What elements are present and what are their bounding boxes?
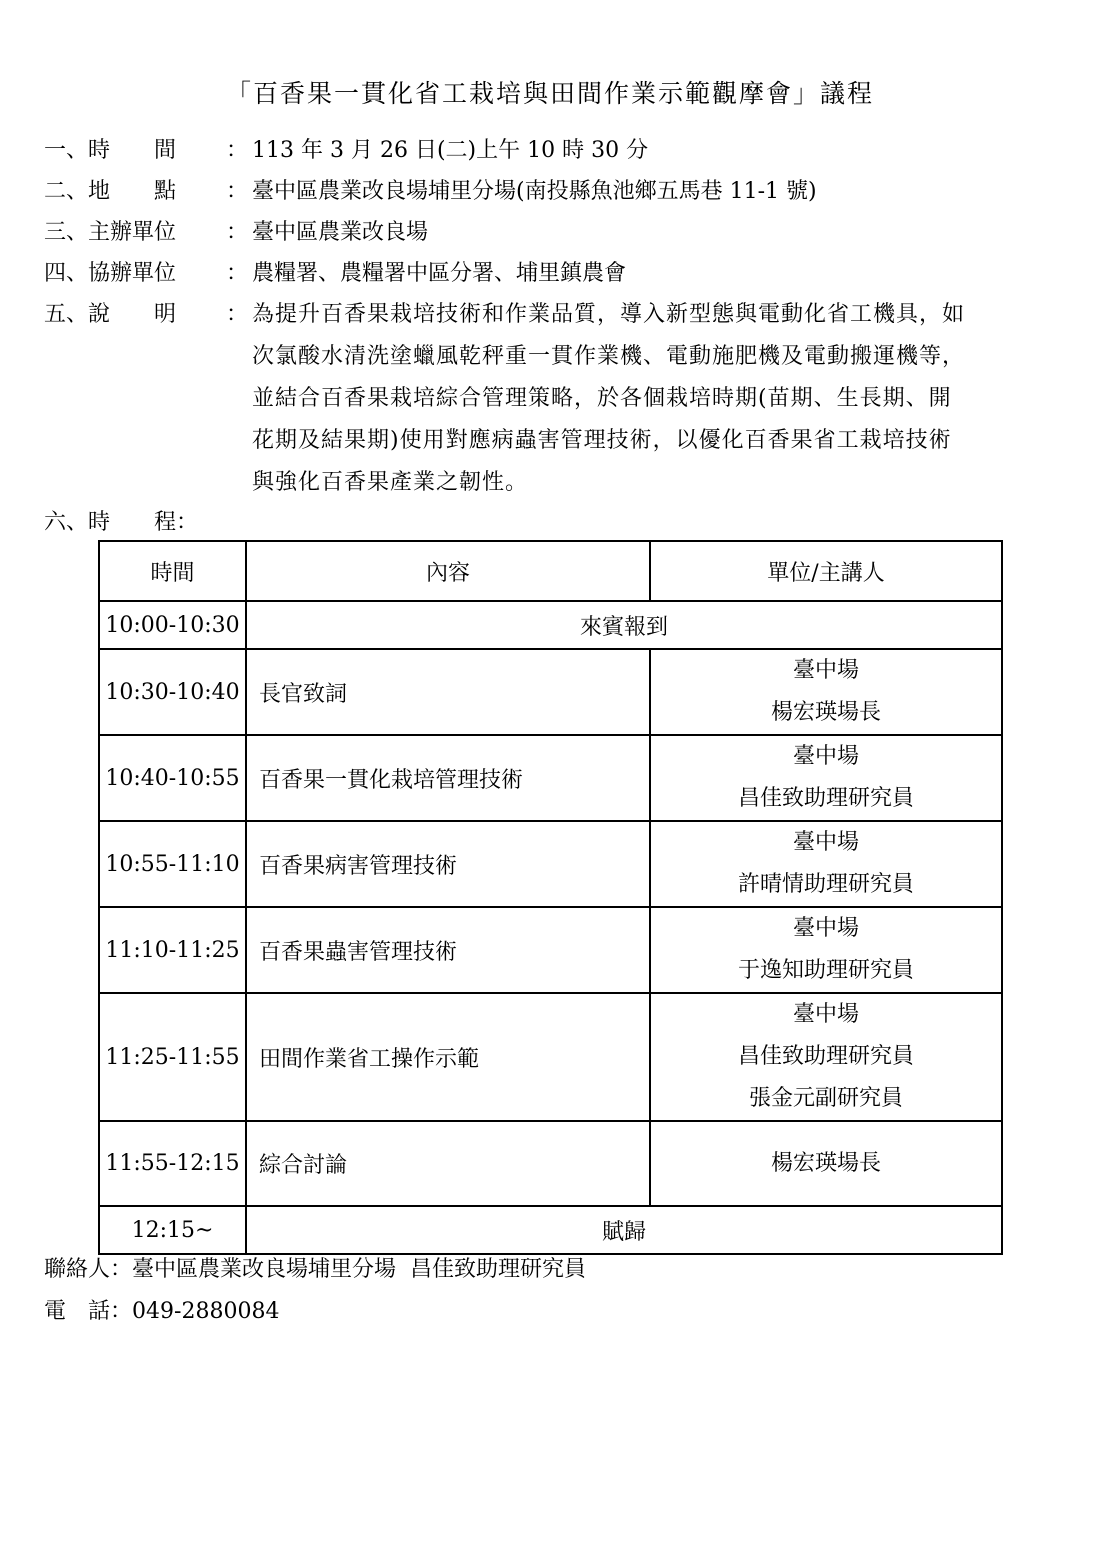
info-place-label: 二、地 點 bbox=[44, 179, 177, 204]
header-unit: 單位/主講人 bbox=[650, 541, 1002, 601]
header-content: 內容 bbox=[246, 541, 650, 601]
info-description-label: 五、說 明 bbox=[44, 302, 177, 327]
row-span-content: 來賓報到 bbox=[246, 601, 1002, 649]
info-co-organizer-label: 四、協辦單位 bbox=[44, 261, 177, 286]
description-line: 與強化百香果產業之韌性。 bbox=[252, 470, 529, 495]
info-place bbox=[44, 171, 817, 213]
row-unit bbox=[650, 735, 1002, 821]
unit-line: 昌佳致助理研究員 bbox=[737, 786, 914, 811]
description-line: 為提升百香果栽培技術和作業品質，導入新型態與電動化省工機具，如 bbox=[252, 302, 966, 327]
table-row bbox=[99, 907, 1002, 993]
colon: ： bbox=[110, 1299, 133, 1324]
table-header-row bbox=[99, 541, 1002, 601]
unit-line: 張金元副研究員 bbox=[748, 1086, 903, 1111]
row-time: 10:30-10:40 bbox=[99, 649, 246, 735]
description-line: 花期及結果期)使用對應病蟲害管理技術，以優化百香果省工栽培技術 bbox=[252, 428, 952, 453]
unit-line: 臺中場 bbox=[792, 1002, 859, 1027]
phone-label: 電 話 bbox=[44, 1299, 111, 1324]
colon: ： bbox=[110, 1257, 133, 1282]
unit-line: 許晴情助理研究員 bbox=[737, 872, 914, 897]
unit-line: 臺中場 bbox=[792, 744, 859, 769]
row-content: 百香果蟲害管理技術 bbox=[246, 907, 650, 993]
contact-person bbox=[44, 1249, 586, 1291]
info-time bbox=[44, 130, 648, 172]
contact-label: 聯絡人 bbox=[44, 1257, 111, 1282]
unit-line: 臺中場 bbox=[792, 658, 859, 683]
info-place-value: 臺中區農業改良場埔里分場(南投縣魚池鄉五馬巷 11-1 號) bbox=[252, 179, 817, 204]
row-content: 綜合討論 bbox=[246, 1121, 650, 1206]
info-co-organizer bbox=[44, 253, 626, 295]
row-time: 12:15~ bbox=[99, 1206, 246, 1254]
row-time: 11:25-11:55 bbox=[99, 993, 246, 1121]
table-row bbox=[99, 735, 1002, 821]
info-time-label: 一、時 間 bbox=[44, 138, 177, 163]
colon: ： bbox=[226, 179, 249, 204]
description-text bbox=[252, 294, 1072, 504]
info-organizer-value: 臺中區農業改良場 bbox=[252, 220, 429, 245]
colon: ： bbox=[226, 261, 249, 286]
schedule-label: 六、時 程： bbox=[44, 510, 199, 535]
row-unit bbox=[650, 649, 1002, 735]
row-time: 11:10-11:25 bbox=[99, 907, 246, 993]
row-unit bbox=[650, 907, 1002, 993]
table-row bbox=[99, 993, 1002, 1121]
unit-line: 臺中場 bbox=[792, 830, 859, 855]
description-line: 並結合百香果栽培綜合管理策略，於各個栽培時期(苗期、生長期、開 bbox=[252, 386, 952, 411]
row-unit bbox=[650, 993, 1002, 1121]
table-row bbox=[99, 601, 1002, 649]
table-row bbox=[99, 1121, 1002, 1206]
row-content: 百香果病害管理技術 bbox=[246, 821, 650, 907]
info-organizer bbox=[44, 212, 428, 254]
info-organizer-label: 三、主辦單位 bbox=[44, 220, 177, 245]
row-content: 田間作業省工操作示範 bbox=[246, 993, 650, 1121]
row-unit bbox=[650, 1121, 1002, 1206]
table-row bbox=[99, 1206, 1002, 1254]
colon: ： bbox=[226, 302, 249, 327]
unit-line: 臺中場 bbox=[792, 916, 859, 941]
row-unit bbox=[650, 821, 1002, 907]
colon: ： bbox=[226, 138, 249, 163]
row-time: 10:55-11:10 bbox=[99, 821, 246, 907]
contact-phone bbox=[44, 1291, 279, 1333]
colon: ： bbox=[226, 220, 249, 245]
row-time: 10:00-10:30 bbox=[99, 601, 246, 649]
unit-line: 于逸知助理研究員 bbox=[737, 958, 914, 983]
schedule-table bbox=[98, 540, 1003, 1255]
row-time: 10:40-10:55 bbox=[99, 735, 246, 821]
description-line: 次氯酸水清洗塗蠟風乾秤重一貫作業機、電動施肥機及電動搬運機等， bbox=[252, 344, 966, 369]
info-co-organizer-value: 農糧署、農糧署中區分署、埔里鎮農會 bbox=[252, 261, 627, 286]
unit-line: 楊宏瑛場長 bbox=[770, 700, 881, 725]
page-title: 「百香果一貫化省工栽培與田間作業示範觀摩會」議程 bbox=[225, 79, 874, 108]
unit-line: 昌佳致助理研究員 bbox=[737, 1044, 914, 1069]
row-time: 11:55-12:15 bbox=[99, 1121, 246, 1206]
table-row bbox=[99, 649, 1002, 735]
row-content: 百香果一貫化栽培管理技術 bbox=[246, 735, 650, 821]
row-span-content: 賦歸 bbox=[246, 1206, 1002, 1254]
contact-value: 臺中區農業改良場埔里分場 昌佳致助理研究員 bbox=[132, 1257, 587, 1282]
table-row bbox=[99, 821, 1002, 907]
header-time: 時間 bbox=[99, 541, 246, 601]
unit-line: 楊宏瑛場長 bbox=[770, 1150, 881, 1176]
row-content: 長官致詞 bbox=[246, 649, 650, 735]
phone-value: 049-2880084 bbox=[132, 1299, 280, 1324]
info-time-value: 113 年 3 月 26 日(二)上午 10 時 30 分 bbox=[252, 138, 649, 163]
